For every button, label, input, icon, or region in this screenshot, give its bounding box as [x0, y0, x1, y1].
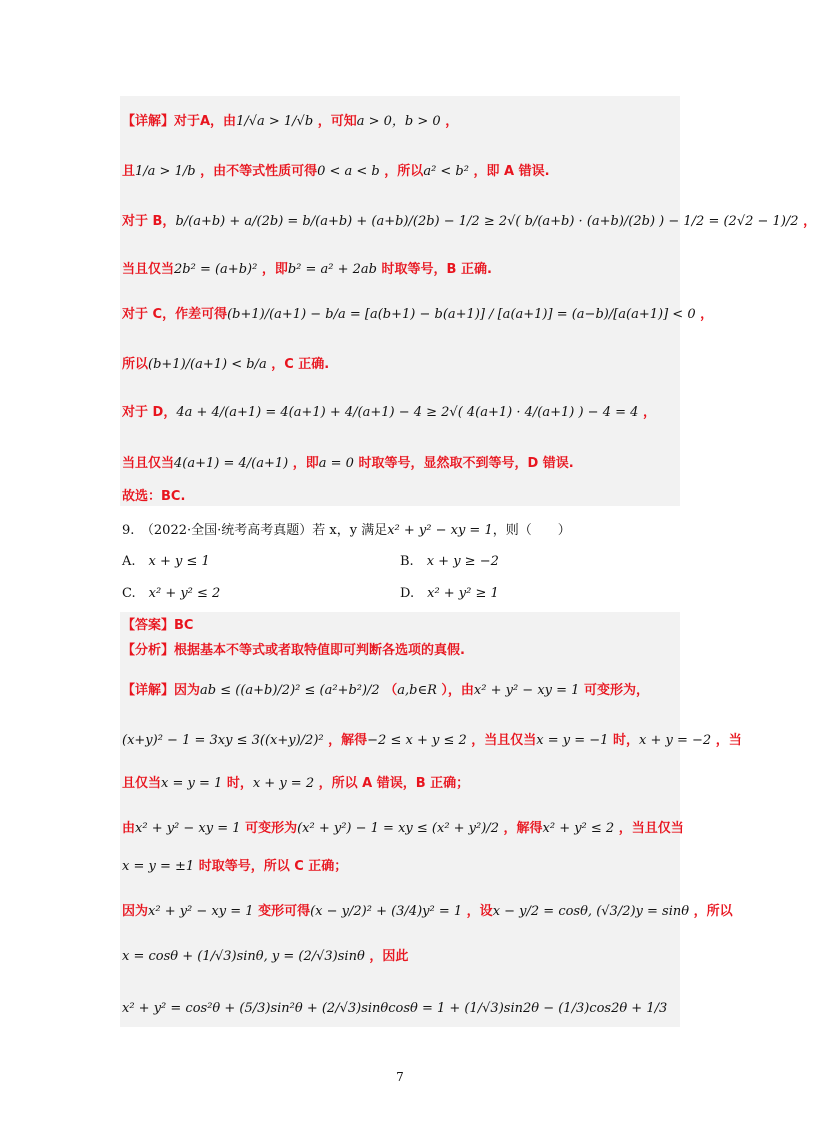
label-text: 且仅当	[122, 776, 162, 791]
math-text: 1/√a > 1/√b	[236, 114, 314, 129]
math-text: a,b∈R	[397, 683, 437, 698]
option-a	[122, 553, 210, 571]
label-text: 且	[122, 164, 136, 179]
math-text: (x+y)² − 1 = 3xy ≤ 3((x+y)/2)²	[122, 733, 324, 748]
tail-text: 时，	[226, 776, 253, 791]
option-a-text: x + y ≤ 1	[148, 554, 210, 569]
math-text: x² + y² − xy = 1	[473, 683, 580, 698]
label-text: 【分析】根据基本不等式或者取特值即可判断各选项的真假.	[122, 643, 465, 658]
section1-line-4	[122, 306, 714, 324]
math-text: x + y = −2	[639, 733, 712, 748]
question-stem-math: x² + y² − xy = 1	[387, 523, 493, 538]
label-text: 对于 C，作差可得	[122, 307, 228, 322]
math-text: x = y = ±1	[122, 859, 195, 874]
section2-line-9	[122, 1000, 678, 1018]
tail-text: 可变形为，	[583, 683, 649, 698]
section2-line-4	[122, 775, 678, 793]
tail-text: ，可知	[317, 114, 357, 129]
math-text: (b+1)/(a+1) < b/a	[148, 357, 267, 372]
tail-text: 时取等号，显然取不到等号，D 错误.	[358, 456, 574, 471]
tail-text: ，即	[292, 456, 319, 471]
math-text: −2 ≤ x + y ≤ 2	[367, 733, 467, 748]
math-text: a > 0，b > 0	[356, 114, 441, 129]
label-text: 【详解】对于A，由	[122, 114, 237, 129]
tail-text: ，C 正确.	[271, 357, 330, 372]
tail-text: ，因此	[369, 949, 409, 964]
label-text: 【详解】因为	[122, 683, 201, 698]
section2-line-5	[122, 820, 684, 838]
tail-text: 时，	[612, 733, 639, 748]
tail-text: ，即 A 错误.	[473, 164, 550, 179]
question-stem	[122, 522, 678, 540]
math-text: x = cosθ + (1/√3)sinθ, y = (2/√3)sinθ	[122, 949, 365, 964]
math-text: a = 0	[318, 456, 354, 471]
option-c	[122, 585, 220, 603]
option-b-key: B.	[400, 554, 414, 569]
label-text: 当且仅当	[122, 262, 175, 277]
math-text: (x − y/2)² + (3/4)y² = 1	[310, 904, 463, 919]
tail-text: ，所以 A 错误，B 正确；	[318, 776, 470, 791]
page-number: 7	[396, 1070, 404, 1084]
section1-line-0	[122, 113, 678, 131]
section1-line-2	[122, 213, 816, 231]
explanation-block-1	[120, 96, 680, 506]
label-text: 由	[122, 821, 136, 836]
math-text: x² + y² − xy = 1	[148, 904, 254, 919]
math-text: b² = a² + 2ab	[287, 262, 377, 277]
section1-line-1	[122, 163, 678, 181]
math-text: x + y = 2	[252, 776, 315, 791]
section2-line-3	[122, 732, 742, 750]
label-text: 因为	[122, 904, 149, 919]
option-d-text: x² + y² ≥ 1	[427, 586, 499, 601]
tail-text: ，	[642, 405, 656, 420]
tail-text: ），由	[441, 683, 474, 698]
tail-text: ，	[700, 307, 714, 322]
section2-line-2	[122, 682, 678, 700]
tail-text: ，	[445, 114, 459, 129]
option-c-text: x² + y² ≤ 2	[148, 586, 221, 601]
question-stem-suffix: ，则（ ）	[492, 523, 571, 538]
section1-line-5	[122, 356, 678, 374]
math-text: (x² + y²) − 1 = xy ≤ (x² + y²)/2	[297, 821, 499, 836]
math-text: a² < b²	[423, 164, 469, 179]
tail-text: ，解得	[328, 733, 368, 748]
tail-text: 时取等号，所以 C 正确；	[198, 859, 348, 874]
tail-text: 时取等号，B 正确.	[381, 262, 492, 277]
tail-text: 可变形为	[245, 821, 298, 836]
math-text: x − y/2 = cosθ, (√3/2)y = sinθ	[492, 904, 690, 919]
section1-line-3	[122, 261, 678, 279]
tail-text: ，所以	[693, 904, 733, 919]
tail-text: ，由不等式性质可得	[200, 164, 318, 179]
math-text: ab ≤ ((a+b)/2)² ≤ (a²+b²)/2	[200, 683, 380, 698]
tail-text: ，即	[261, 262, 288, 277]
math-text: (b+1)/(a+1) − b/a = [a(b+1) − b(a+1)] / [a(a+1)] = (a−b)/[a(a+1)] < 0	[227, 307, 696, 322]
math-text: 4(a+1) = 4/(a+1)	[174, 456, 289, 471]
tail-text: 变形可得	[258, 904, 311, 919]
option-a-key: A.	[122, 554, 136, 569]
tail-text: ，当	[715, 733, 742, 748]
option-c-key: C.	[122, 586, 136, 601]
section2-line-6	[122, 858, 678, 876]
math-text: b/(a+b) + a/(2b) = b/(a+b) + (a+b)/(2b) − 1/2 ≥ 2√( b/(a+b) · (a+b)/(2b) ) − 1/2 = (2√2 − 1)/2	[175, 214, 799, 229]
tail-text: ，设	[466, 904, 493, 919]
section1-line-7	[122, 455, 678, 473]
label-text: 故选：BC.	[122, 489, 186, 504]
math-text: x = y = 1	[161, 776, 223, 791]
tail-text: （	[384, 683, 398, 698]
label-text: 当且仅当	[122, 456, 175, 471]
math-text: x = y = −1	[536, 733, 609, 748]
tail-text: ，当且仅当	[471, 733, 537, 748]
option-d	[400, 585, 499, 603]
math-text: 4a + 4/(a+1) = 4(a+1) + 4/(a+1) − 4 ≥ 2√( 4(a+1) · 4/(a+1) ) − 4 = 4	[176, 405, 639, 420]
question-stem-prefix: 9. （2022·全国·统考高考真题）若 x，y 满足	[122, 523, 388, 538]
tail-text: ，解得	[503, 821, 543, 836]
section1-line-8	[122, 488, 678, 506]
math-text: x² + y² ≤ 2	[542, 821, 615, 836]
label-text: 【答案】BC	[122, 618, 194, 633]
label-text: 对于 D，	[122, 405, 177, 420]
section2-line-8	[122, 948, 678, 966]
tail-text: ，所以	[384, 164, 424, 179]
option-b-text: x + y ≥ −2	[426, 554, 499, 569]
math-text: 1/a > 1/b	[135, 164, 196, 179]
tail-text: ，	[803, 214, 816, 229]
option-d-key: D.	[400, 586, 415, 601]
label-text: 对于 B，	[122, 214, 176, 229]
tail-text: ，当且仅当	[618, 821, 684, 836]
math-text: 2b² = (a+b)²	[174, 262, 258, 277]
option-b	[400, 553, 499, 571]
math-text: 0 < a < b	[317, 164, 380, 179]
label-text: 所以	[122, 357, 149, 372]
section2-line-7	[122, 903, 733, 921]
section2-line-0	[122, 617, 678, 635]
section1-line-6	[122, 404, 678, 422]
math-text: x² + y² = cos²θ + (5/3)sin²θ + (2/√3)sinθcosθ = 1 + (1/√3)sin2θ − (1/3)cos2θ + 1/3	[122, 1001, 668, 1016]
math-text: x² + y² − xy = 1	[135, 821, 241, 836]
section2-line-1	[122, 642, 678, 660]
